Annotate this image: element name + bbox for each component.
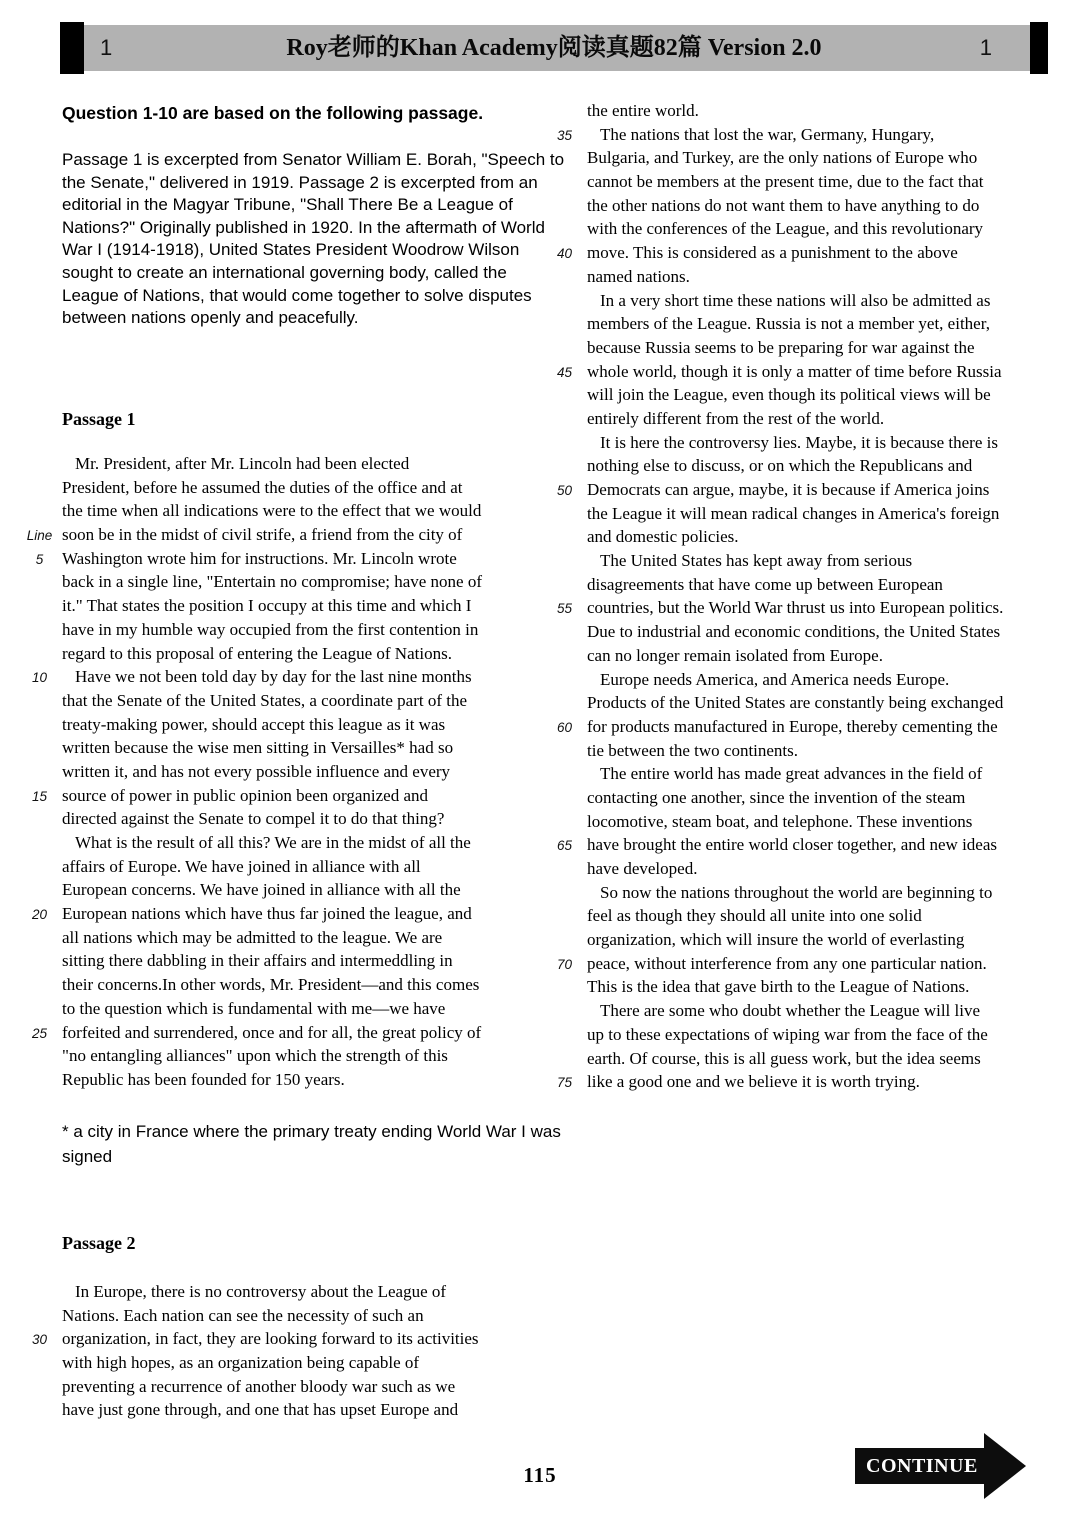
line-number xyxy=(25,1044,62,1068)
passage-line-text: contacting one another, since the invention of the steam xyxy=(587,787,966,807)
passage-line-text: soon be in the midst of civil strife, a friend from the city of xyxy=(62,525,463,545)
line-number: 60 xyxy=(557,719,573,735)
passage-line xyxy=(25,1327,565,1351)
passage-line xyxy=(555,170,1080,194)
passage-line-text: Products of the United States are constantly being exchanged xyxy=(587,693,1004,713)
passage-line-text: preventing a recurrence of another bloody war such as we xyxy=(62,1376,456,1396)
passage2-heading: Passage 2 xyxy=(62,1233,136,1253)
line-number: 25 xyxy=(31,1025,48,1041)
line-number xyxy=(555,691,587,715)
passage-line xyxy=(25,1280,565,1304)
footnote: * a city in France where the primary treaty ending World War I was signed xyxy=(62,1122,561,1166)
passage-line-text: locomotive, steam boat, and telephone. These inventions xyxy=(587,811,973,831)
passage-line-text: it." That states the position I occupy at this time and which I xyxy=(62,596,472,616)
passage-line-text: the entire world. xyxy=(587,101,699,120)
line-number xyxy=(25,452,62,476)
line-number xyxy=(555,431,587,455)
line-number xyxy=(555,194,587,218)
passage-line xyxy=(25,949,565,973)
passage-line-text: cannot be members at the present time, due to the fact that xyxy=(587,172,984,192)
line-number: Line xyxy=(26,528,53,544)
passage-line-text: back in a single line, "Entertain no compromise; have none of xyxy=(62,572,483,592)
passage-line xyxy=(25,831,565,855)
header-section-number-left: 1 xyxy=(100,35,113,60)
passage-line xyxy=(25,1044,565,1068)
passage-line xyxy=(555,881,1080,905)
passage-line xyxy=(25,1068,565,1092)
passage-line xyxy=(555,1070,1080,1094)
passage-line-text: The United States has kept away from serious xyxy=(600,551,913,571)
passage-line xyxy=(25,1398,565,1422)
line-number xyxy=(555,786,587,810)
passage-line xyxy=(25,1351,565,1375)
passage-line-text: nothing else to discuss, or on which the Republicans and xyxy=(587,456,973,476)
passage-line xyxy=(555,810,1080,834)
question-range-header: Question 1-10 are based on the following passage. xyxy=(62,103,484,123)
passage-line xyxy=(25,1021,565,1045)
line-number xyxy=(555,312,587,336)
passage-line-text: Washington wrote him for instructions. Mr. Lincoln wrote xyxy=(62,548,457,568)
line-number: 10 xyxy=(31,670,48,686)
passage-line xyxy=(25,618,565,642)
passage-line xyxy=(555,857,1080,881)
passage-line xyxy=(555,739,1080,763)
passage-line-text: have brought the entire world closer together, and new ideas xyxy=(587,835,998,855)
passage-line-text: In Europe, there is no controversy about the League of xyxy=(75,1282,447,1301)
line-number xyxy=(25,1351,62,1375)
line-number xyxy=(25,807,62,831)
passage-line xyxy=(25,713,565,737)
line-number xyxy=(25,973,62,997)
line-number xyxy=(555,904,587,928)
passage-line xyxy=(25,665,565,689)
passage-line xyxy=(555,454,1080,478)
passage-line xyxy=(555,691,1080,715)
passage-line-text: European nations which have thus far joined the league, and xyxy=(62,904,472,924)
passage-line-text: that the Senate of the United States, a coordinate part of the xyxy=(62,690,468,710)
line-number xyxy=(25,570,62,594)
passage-line xyxy=(555,360,1080,384)
passage-line-text: whole world, though it is only a matter of time before Russia xyxy=(587,361,1002,381)
passage-line-text: organization, in fact, they are looking forward to its activities xyxy=(62,1329,479,1349)
line-number xyxy=(25,831,62,855)
passage-line-text: written because the wise men sitting in Versailles* had so xyxy=(62,738,454,758)
line-number xyxy=(25,618,62,642)
line-number: 30 xyxy=(31,1332,48,1348)
passage-line xyxy=(555,975,1080,999)
line-number xyxy=(555,289,587,313)
passage-line xyxy=(555,217,1080,241)
passage-line xyxy=(25,1375,565,1399)
passage-line-text: to the question which is fundamental with me—we have xyxy=(62,998,446,1018)
passage-line-text: treaty-making power, should accept this league as it was xyxy=(62,714,446,734)
line-number xyxy=(555,383,587,407)
passage-line xyxy=(555,502,1080,526)
passage-line xyxy=(25,973,565,997)
passage-line-text: So now the nations throughout the world are beginning to xyxy=(600,882,993,902)
passage-line xyxy=(555,833,1080,857)
passage1-lines xyxy=(25,452,565,1092)
passage-line-text: written it, and has not every possible influence and every xyxy=(62,761,451,781)
passage-line xyxy=(25,523,565,547)
passage-line xyxy=(25,1304,565,1328)
line-number xyxy=(25,642,62,666)
passage-line-text: entirely different from the rest of the world. xyxy=(587,408,885,428)
passage-introduction: Passage 1 is excerpted from Senator William E. Borah, "Speech to the Senate," delivered in 1919. Passage 2 is excerpted from an editorial in the Magyar Tribune, "Shall There Be a League of Nations?" Originally published in 1920. In the aftermath of World War I (1914-1918), United States President Woodrow Wilson sought to create an international governing body, called the League of Nations, that would come together to solve disputes between nations openly and peacefully. xyxy=(62,150,565,328)
passage-line-text: peace, without interference from any one particular nation. xyxy=(587,953,987,973)
passage-line-text: up to these expectations of wiping war from the face of the xyxy=(587,1024,988,1044)
line-number xyxy=(555,668,587,692)
passage-line xyxy=(555,786,1080,810)
passage-line xyxy=(25,926,565,950)
line-number xyxy=(25,760,62,784)
passage-line-text: named nations. xyxy=(587,266,690,286)
passage-line xyxy=(555,194,1080,218)
line-number: 70 xyxy=(557,956,573,972)
passage-line-text: tie between the two continents. xyxy=(587,740,799,760)
line-number: 5 xyxy=(35,551,44,567)
passage-line-text: President, before he assumed the duties of the office and at xyxy=(62,477,463,497)
passage-line xyxy=(555,904,1080,928)
line-number xyxy=(555,454,587,478)
line-number xyxy=(555,857,587,881)
line-number: 45 xyxy=(557,364,573,380)
line-number: 55 xyxy=(557,601,573,617)
line-number xyxy=(555,1023,587,1047)
line-number xyxy=(555,620,587,644)
passage-line-text: earth. Of course, this is all guess work, but the idea seems xyxy=(587,1048,981,1068)
line-number xyxy=(555,265,587,289)
passage-line xyxy=(555,573,1080,597)
passage-line xyxy=(25,594,565,618)
passage-line-text: Bulgaria, and Turkey, are the only nations of Europe who xyxy=(587,148,978,168)
passage-line xyxy=(25,784,565,808)
passage-line-text: directed against the Senate to compel it to do that thing? xyxy=(62,809,445,829)
passage-line-text: What is the result of all this? We are in the midst of all the xyxy=(75,833,471,852)
header-right-black-marker xyxy=(1030,22,1048,74)
passage-line xyxy=(25,736,565,760)
passage-line-text: source of power in public opinion been organized and xyxy=(62,785,429,805)
header-bar xyxy=(60,25,1048,71)
line-number xyxy=(25,855,62,879)
line-number xyxy=(25,736,62,760)
line-number xyxy=(25,594,62,618)
passage-line xyxy=(555,383,1080,407)
line-number xyxy=(555,644,587,668)
passage-line-text: have just gone through, and one that has upset Europe and xyxy=(62,1400,459,1420)
passage-line xyxy=(25,760,565,784)
passage-line xyxy=(555,123,1080,147)
line-number: 40 xyxy=(557,246,573,262)
passage-line-text: move. This is considered as a punishment to the above xyxy=(587,243,958,263)
passage-line xyxy=(555,289,1080,313)
passage-line xyxy=(555,312,1080,336)
passage-line-text: Mr. President, after Mr. Lincoln had been elected xyxy=(75,454,410,473)
passage-line xyxy=(25,476,565,500)
passage-line-text: The entire world has made great advances in the field of xyxy=(600,764,983,784)
line-number xyxy=(555,1047,587,1071)
passage-line-text: the time when all indications were to the effect that we would xyxy=(62,501,482,521)
passage-line-text: with high hopes, as an organization being capable of xyxy=(62,1353,420,1373)
line-number: 15 xyxy=(31,788,48,804)
passage-line xyxy=(25,902,565,926)
arrow-head-icon xyxy=(984,1433,1026,1499)
passage-line-text: There are some who doubt whether the League will live xyxy=(600,1001,981,1021)
line-number xyxy=(555,975,587,999)
passage-line-text: like a good one and we believe it is worth trying. xyxy=(587,1072,920,1092)
passage-line xyxy=(25,807,565,831)
passage-line xyxy=(25,997,565,1021)
continue-label: CONTINUE xyxy=(855,1448,984,1484)
passage-line-text: Have we not been told day by day for the last nine months xyxy=(75,667,472,687)
passage-line-text: Democrats can argue, maybe, it is because if America joins xyxy=(587,480,990,499)
passage-line xyxy=(25,452,565,476)
passage-line-text: Nations. Each nation can see the necessity of such an xyxy=(62,1305,424,1325)
passage-line xyxy=(555,431,1080,455)
passage-line xyxy=(555,928,1080,952)
line-number xyxy=(25,926,62,950)
line-number xyxy=(25,1280,62,1304)
passage-line-text: affairs of Europe. We have joined in alliance with all xyxy=(62,856,421,876)
passage-line-text: for products manufactured in Europe, thereby cementing the xyxy=(587,716,998,736)
passage-line-text: members of the League. Russia is not a member yet, either, xyxy=(587,314,990,334)
passage-line xyxy=(555,478,1080,502)
passage-line xyxy=(555,241,1080,265)
passage-line-text: European concerns. We have joined in alliance with all the xyxy=(62,880,461,900)
header-left-black-marker xyxy=(60,22,84,74)
passage-line-text: organization, which will insure the world of everlasting xyxy=(587,930,965,950)
passage-line xyxy=(25,689,565,713)
passage-line xyxy=(555,525,1080,549)
passage-line xyxy=(555,715,1080,739)
passage-line xyxy=(555,407,1080,431)
passage-line-text: Due to industrial and economic conditions, the United States xyxy=(587,622,1001,642)
passage-line xyxy=(555,1047,1080,1071)
line-number xyxy=(555,739,587,763)
passage-line xyxy=(555,620,1080,644)
line-number xyxy=(25,1068,62,1092)
line-number xyxy=(555,525,587,549)
passage-line-text: with the conferences of the League, and this revolutionary xyxy=(587,219,984,239)
passage-line-text: "no entangling alliances" upon which the strength of this xyxy=(62,1046,448,1066)
passage-line-text: the other nations do not want them to have anything to do xyxy=(587,195,980,215)
line-number xyxy=(25,949,62,973)
line-number xyxy=(555,336,587,360)
line-number: 35 xyxy=(557,127,573,143)
line-number xyxy=(555,928,587,952)
passage-line-text: regard to this proposal of entering the League of Nations. xyxy=(62,643,452,663)
passage-line-text: Republic has been founded for 150 years. xyxy=(62,1069,345,1089)
passage-line xyxy=(555,952,1080,976)
passage-line-text: have in my humble way occupied from the first contention in xyxy=(62,619,479,639)
passage-line xyxy=(555,762,1080,786)
passage-line-text: will join the League, even though its political views will be xyxy=(587,385,991,405)
header-title: Roy老师的Khan Academy阅读真题82篇 Version 2.0 xyxy=(286,35,822,61)
passage-line xyxy=(25,642,565,666)
passage2-lines xyxy=(25,1280,565,1422)
line-number xyxy=(25,713,62,737)
line-number xyxy=(555,549,587,573)
passage-line xyxy=(25,499,565,523)
passage-line-text: because Russia seems to be preparing for war against the xyxy=(587,337,975,357)
continue-arrow xyxy=(855,1433,1026,1499)
line-number xyxy=(25,1304,62,1328)
passage-line-text: their concerns.In other words, Mr. President—and this comes xyxy=(62,975,480,995)
right-column-lines xyxy=(555,99,1080,1094)
line-number xyxy=(555,146,587,170)
passage-line-text: The nations that lost the war, Germany, Hungary, xyxy=(600,124,935,144)
line-number xyxy=(555,99,587,123)
passage-line-text: and domestic policies. xyxy=(587,527,739,547)
passage-line-text: In a very short time these nations will also be admitted as xyxy=(600,290,991,310)
line-number xyxy=(555,217,587,241)
line-number: 65 xyxy=(557,838,573,854)
passage-line-text: disagreements that have come up between European xyxy=(587,574,943,594)
passage-line-text: countries, but the World War thrust us into European politics. xyxy=(587,598,1004,618)
line-number xyxy=(25,997,62,1021)
passage-line xyxy=(25,878,565,902)
passage-line xyxy=(555,336,1080,360)
passage-line xyxy=(555,596,1080,620)
line-number: 75 xyxy=(557,1075,573,1091)
passage-line xyxy=(555,549,1080,573)
passage-line-text: This is the idea that gave birth to the League of Nations. xyxy=(587,977,970,997)
passage-line xyxy=(555,265,1080,289)
line-number: 20 xyxy=(31,907,48,923)
passage-line xyxy=(555,146,1080,170)
line-number xyxy=(555,762,587,786)
line-number: 50 xyxy=(557,483,573,498)
passage-line-text: sitting there dabbling in their affairs and intermeddling in xyxy=(62,951,453,971)
page-number: 115 xyxy=(523,1463,557,1487)
line-number xyxy=(25,1375,62,1399)
passage-line-text: the League it will mean radical changes in America's foreign xyxy=(587,503,1000,523)
line-number xyxy=(555,502,587,526)
line-number xyxy=(555,170,587,194)
passage-line xyxy=(555,644,1080,668)
line-number xyxy=(25,499,62,523)
line-number xyxy=(25,1398,62,1422)
passage-line xyxy=(555,99,1080,123)
passage-line-text: feel as though they should all unite into one solid xyxy=(587,906,922,926)
passage-line-text: forfeited and surrendered, once and for all, the great policy of xyxy=(62,1022,482,1042)
passage-line xyxy=(25,855,565,879)
passage-line xyxy=(555,999,1080,1023)
passage-line xyxy=(25,570,565,594)
passage-line-text: can no longer remain isolated from Europe. xyxy=(587,645,883,665)
line-number xyxy=(555,573,587,597)
passage-line-text: It is here the controversy lies. Maybe, it is because there is xyxy=(600,432,998,452)
passage1-heading: Passage 1 xyxy=(62,409,136,429)
line-number xyxy=(25,689,62,713)
line-number xyxy=(555,881,587,905)
passage-line-text: have developed. xyxy=(587,859,698,878)
header-section-number-right: 1 xyxy=(979,35,992,60)
line-number xyxy=(555,999,587,1023)
line-number xyxy=(555,810,587,834)
line-number xyxy=(25,476,62,500)
passage-line xyxy=(555,1023,1080,1047)
line-number xyxy=(25,878,62,902)
passage-line xyxy=(25,547,565,571)
line-number xyxy=(555,407,587,431)
passage-line-text: all nations which may be admitted to the league. We are xyxy=(62,927,443,947)
passage-line-text: Europe needs America, and America needs Europe. xyxy=(600,669,950,689)
passage-line xyxy=(555,668,1080,692)
